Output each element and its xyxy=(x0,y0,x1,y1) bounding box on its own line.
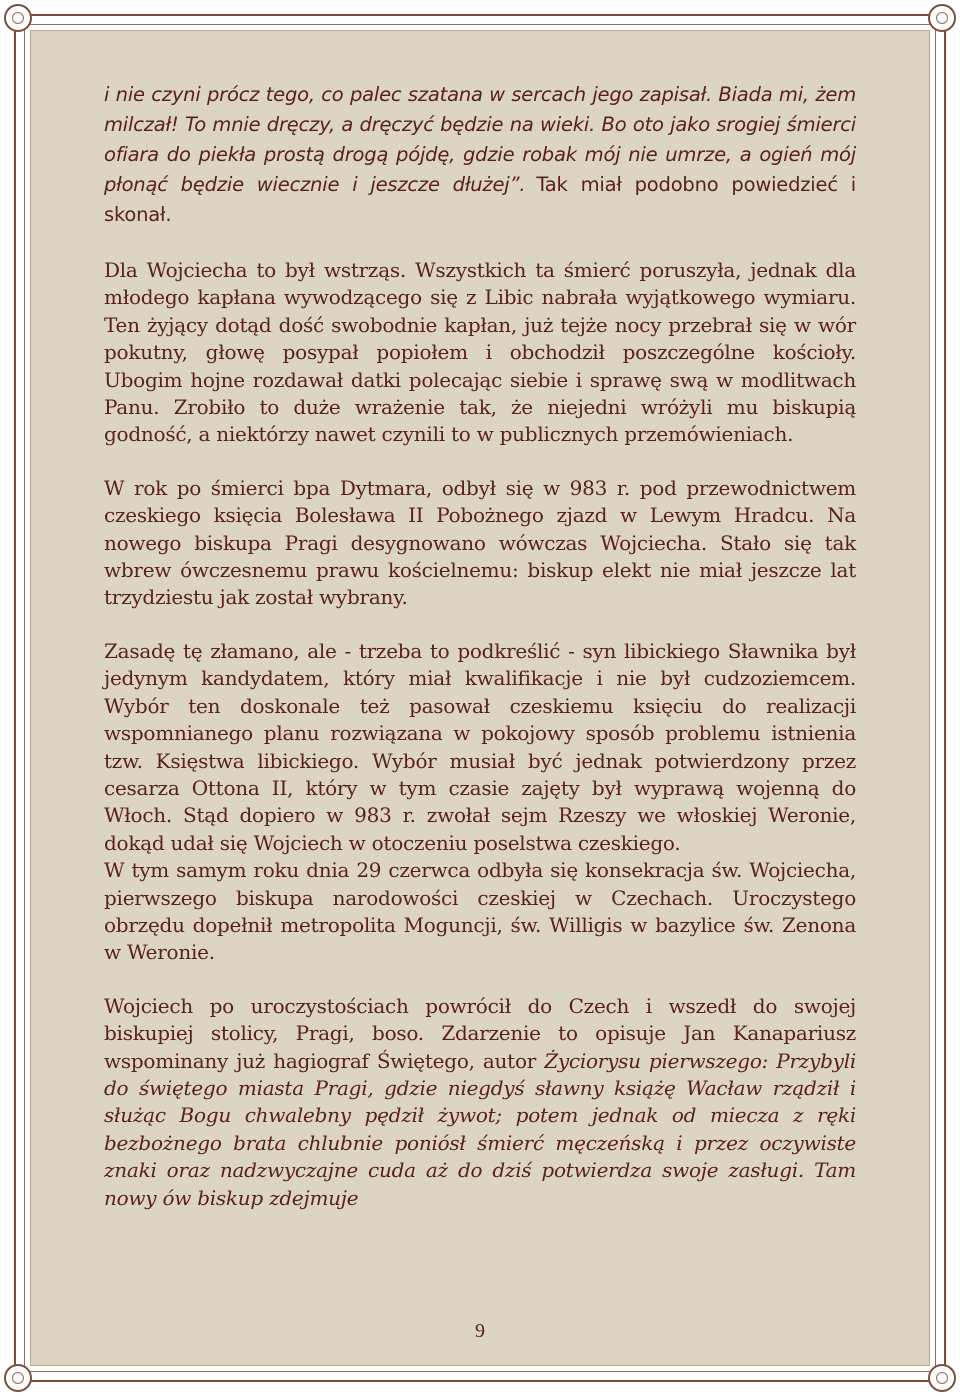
book-title: Życiorysu pierwszego: xyxy=(544,1048,769,1073)
page-number: 9 xyxy=(475,1320,485,1342)
paragraph-return-to-prague xyxy=(104,993,856,1212)
paragraph-quote-ending xyxy=(104,80,856,230)
paragraph-consecration: W tym samym roku dnia 29 czerwca odbyła się konsekracja św. Wojciecha, pierwszego biskupa narodowości czeskiej w Czechach. Uroczystego obrzędu dopełnił metropolita Moguncji, św. Willigis w bazylice św. Zenona w Weronie. xyxy=(104,858,856,965)
page-body xyxy=(104,80,856,1212)
paragraph-plain-text: Wojciech po uroczystościach powrócił do Czech i wszedł do swojej biskupiej stolicy, Pragi, boso. Zdarzenie to opisuje Jan Kanapariusz wspominany już hagiograf Świętego, autor xyxy=(104,993,856,1073)
corner-ornament-icon xyxy=(928,4,956,32)
paragraph-confirmation: Zasadę tę złamano, ale - trzeba to podkreślić - syn libickiego Sławnika był jedynym kandydatem, który miał kwalifikacje i nie był cudzoziemcem. Wybór ten doskonale też pasował czeskiemu księciu do realizacji wspomnianego planu rozwiązana w pokojowy sposób problemu istnienia tzw. Księstwa libickiego. Wybór musiał być jednak potwierdzony przez cesarza Ottona II, który w tym czasie zajęty był wyprawą wojenną do Włoch. Stąd dopiero w 983 r. zwołał sejm Rzeszy we włoskiej Weronie, dokąd udał się Wojciech w otoczeniu poselstwa czeskiego. xyxy=(104,638,856,855)
paragraph-shock: Dla Wojciecha to był wstrząs. Wszystkich ta śmierć poruszyła, jednak dla młodego kapłana wywodzącego się z Libic nabrała wyjątkowego wymiaru. Ten żyjący dotąd dość swobodnie kapłan, już tejże nocy przebrał się w wór pokutny, głowę posypał popiołem i obchodził poszczególne kościoły. Ubogim hojne rozdawał datki polecając siebie i sprawę swą w modlitwach Panu. Zrobiło to duże wrażenie tak, że niejedni wróżyli mu biskupią godność, a niektórzy nawet czynili to w publicznych przemówieniach. xyxy=(104,258,856,447)
corner-ornament-icon xyxy=(4,1364,32,1392)
paragraph-election: W rok po śmierci bpa Dytmara, odbył się w 983 r. pod przewodnictwem czeskiego księcia Bolesława II Pobożnego zjazd w Lewym Hradcu. Na nowego biskupa Pragi desygnowano wówczas Wojciecha. Stało się tak wbrew ówczesnemu prawu kościelnemu: biskup elekt nie miał jeszcze lat trzydziestu jak został wybrany. xyxy=(104,475,856,610)
corner-ornament-icon xyxy=(928,1364,956,1392)
hagiography-quote: Przybyli do świętego miasta Pragi, gdzie niegdyś sławny książę Wacław rządził i służąc Bogu chwalebny pędził żywot; potem jednak od miecza z ręki bezbożnego brata chlubnie poniósł śmierć męczeńską i przez oczywiste znaki oraz nadzwyczajne cuda aż do dziś potwierdza swoje zasługi. Tam nowy ów biskup zdejmuje xyxy=(104,1048,856,1210)
corner-ornament-icon xyxy=(4,4,32,32)
quote-attribution: Tak miał podobno powiedzieć i skonał. xyxy=(104,173,856,226)
quote-italic-text: i nie czyni prócz tego, co palec szatana w sercach jego zapisał. Biada mi, żem milczał! To mnie dręczy, a dręczyć będzie na wieki. Bo oto jako srogiej śmierci ofiara do piekła prostą drogą pójdę, gdzie robak mój nie umrze, a ogień mój płonąć będzie wiecznie i jeszcze dłużej”. xyxy=(104,83,856,196)
